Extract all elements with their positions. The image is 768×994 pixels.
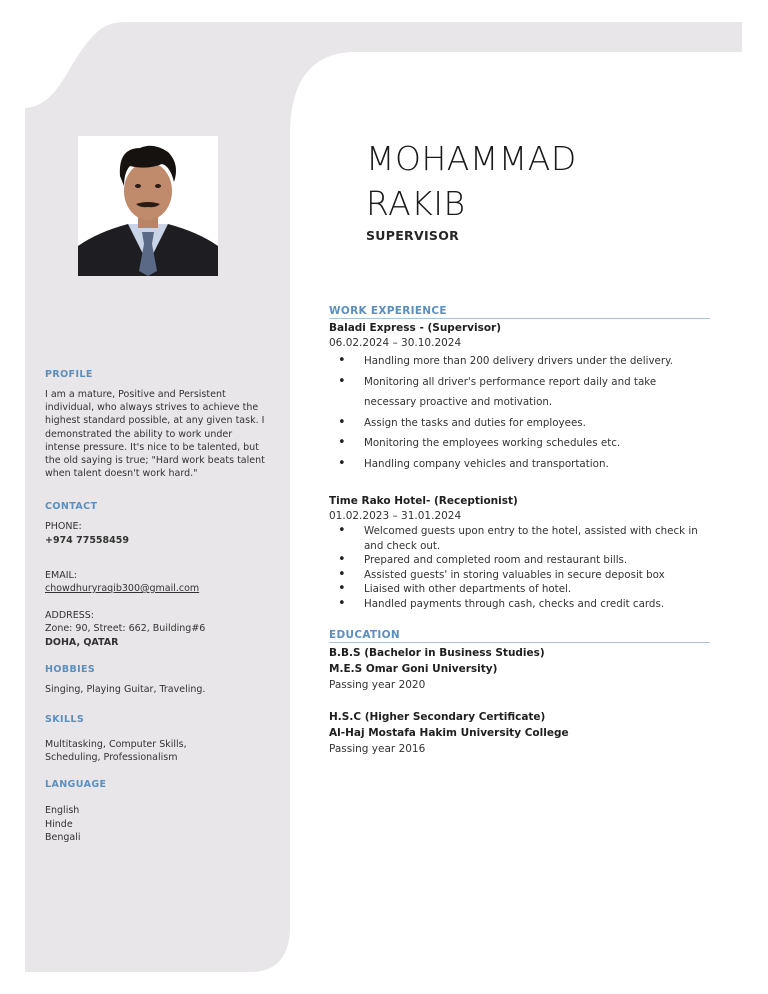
address-line: Zone: 90, Street: 662, Building#6	[45, 623, 206, 635]
list-item: • Assisted guests' in storing valuables in secure deposit box	[329, 568, 710, 583]
job-entry	[329, 321, 710, 474]
job-entry-dates: 01.02.2023 – 31.01.2024	[329, 510, 462, 522]
education-degree: H.S.C (Higher Secondary Certificate)	[329, 711, 546, 723]
job-title: SUPERVISOR	[366, 228, 460, 243]
language-item: Bengali	[45, 831, 81, 843]
education-degree: B.B.S (Bachelor in Business Studies)	[329, 647, 545, 659]
last-name: RAKIB	[366, 184, 466, 223]
person-portrait-icon	[78, 136, 218, 276]
list-item: • Monitoring the employees working schedules etc.	[329, 433, 710, 454]
list-item: • Prepared and completed room and restaurant bills.	[329, 553, 710, 568]
language-item: English	[45, 805, 80, 817]
education-heading: EDUCATION	[329, 629, 710, 643]
education-entry	[329, 645, 710, 693]
list-item: • Handling more than 200 delivery drivers under the delivery.	[329, 351, 710, 372]
contact-heading: CONTACT	[45, 501, 98, 513]
skills-line-1: Multitasking, Computer Skills,	[45, 739, 187, 751]
email-link[interactable]: chowdhuryraqib300@gmail.com	[45, 583, 200, 595]
list-item: • Welcomed guests upon entry to the hotel, assisted with check in and check out.	[329, 524, 710, 553]
address-city: DOHA, QATAR	[45, 636, 119, 648]
phone-label: PHONE:	[45, 521, 82, 533]
work-experience-heading: WORK EXPERIENCE	[329, 305, 710, 319]
job-entry-title: Baladi Express - (Supervisor)	[329, 322, 502, 334]
job-entry-dates: 06.02.2024 – 30.10.2024	[329, 337, 462, 349]
profile-photo	[78, 136, 218, 276]
job-entry	[329, 494, 710, 611]
education-entry	[329, 709, 710, 757]
sidebar	[45, 369, 270, 844]
job-entry-title: Time Rako Hotel- (Receptionist)	[329, 495, 518, 507]
address-label: ADDRESS:	[45, 610, 94, 622]
language-heading: LANGUAGE	[45, 779, 107, 791]
list-item: • Handling company vehicles and transportation.	[329, 454, 710, 475]
name-header	[366, 136, 577, 243]
profile-text: I am a mature, Positive and Persistent individual, who always strives to achieve the highest standard possible, at any given task. I demonstrated the ability to work under intense pressure. It's nice to be talented, but the old saying is true; "Hard work beats talent when talent doesn't work hard."	[45, 389, 265, 480]
first-name: MOHAMMAD	[366, 139, 577, 178]
email-label: EMAIL:	[45, 569, 77, 581]
list-item: • Assign the tasks and duties for employees.	[329, 413, 710, 434]
hobbies-heading: HOBBIES	[45, 663, 96, 675]
list-item: • Liaised with other departments of hotel.	[329, 582, 710, 597]
job-duties-list	[329, 524, 710, 611]
hobbies-text: Singing, Playing Guitar, Traveling.	[45, 683, 206, 695]
job-duties-list	[329, 351, 710, 474]
list-item: • Monitoring all driver's performance report daily and take necessary proactive and motivation.	[329, 372, 710, 413]
education-year: Passing year 2020	[329, 679, 426, 691]
main-content	[329, 305, 710, 757]
language-item: Hinde	[45, 818, 73, 830]
profile-heading: PROFILE	[45, 369, 93, 380]
list-item: • Handled payments through cash, checks and credit cards.	[329, 597, 710, 612]
phone-value: +974 77558459	[45, 534, 129, 546]
skills-line-2: Scheduling, Professionalism	[45, 752, 178, 764]
education-year: Passing year 2016	[329, 743, 426, 755]
skills-heading: SKILLS	[45, 714, 85, 726]
education-institution: Al-Haj Mostafa Hakim University College	[329, 727, 569, 739]
education-institution: M.E.S Omar Goni University)	[329, 663, 498, 675]
